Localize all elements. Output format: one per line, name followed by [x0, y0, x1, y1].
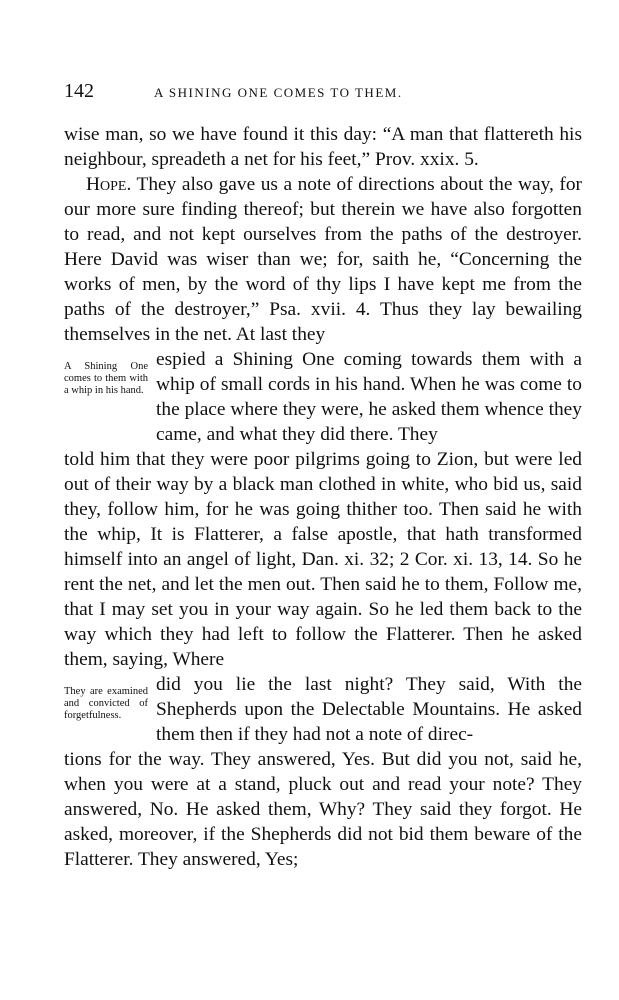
paragraph-4: tions for the way. They answered, Yes. But did you not, said he, when you were at a stand, pluck out and read your note? They answered, No. He asked them, Why? They said they forgot. He asked, moreover, if the Shepherds did not bid them beware of the Flatterer. They answered, Yes;	[64, 749, 582, 870]
page-header	[64, 80, 582, 112]
paragraph-1: wise man, so we have found it this day: “A man that flattereth his neighbour, spreadeth a net for his feet,” Prov. xxix. 5.	[64, 124, 582, 170]
paragraph-3-continued: did you lie the last night? They said, With the Shepherds upon the Delectable Mountains. He asked them then if they had not a note of direc-	[156, 674, 582, 745]
margin-note-row-1	[64, 347, 582, 447]
margin-note-row-2	[64, 672, 582, 747]
book-page	[64, 80, 582, 872]
paragraph-2-continued: espied a Shining One coming towards them with a whip of small cords in his hand. When he was come to the place where they were, he asked them whence they came, and what they did there. They	[156, 349, 582, 445]
page-body	[64, 122, 582, 872]
margin-note-shining-one: A Shining One comes to them with a whip in his hand.	[64, 361, 148, 396]
page-number: 142	[64, 80, 94, 102]
running-head: A SHINING ONE COMES TO THEM.	[154, 85, 403, 100]
paragraph-3: told him that they were poor pilgrims going to Zion, but were led out of their way by a black man clothed in white, who bid us, said they, follow him, for he was going thither too. Then said he with the whip, It is Flatterer, a false apostle, that hath transformed himself into an angel of light, Dan. xi. 32; 2 Cor. xi. 13, 14. So he rent the net, and let the men out. Then said he to them, Follow me, that I may set you in your way again. So he led them back to the way which they had left to follow the Flatterer. Then he asked them, saying, Where	[64, 449, 582, 670]
speaker-hope: Hope.	[86, 174, 132, 195]
paragraph-2	[64, 172, 582, 347]
paragraph-2-body: They also gave us a note of directions about the way, for our more sure finding thereof; but therein we have also forgotten to read, and not kept ourselves from the paths of the destroyer. Here David was wiser than we; for, saith he, “Concerning the works of men, by the word of thy lips I have kept me from the paths of the destroyer,” Psa. xvii. 4. Thus they lay bewailing themselves in the net. At last they	[64, 174, 582, 345]
margin-note-examined: They are examined and convicted of forgetfulness.	[64, 686, 148, 721]
